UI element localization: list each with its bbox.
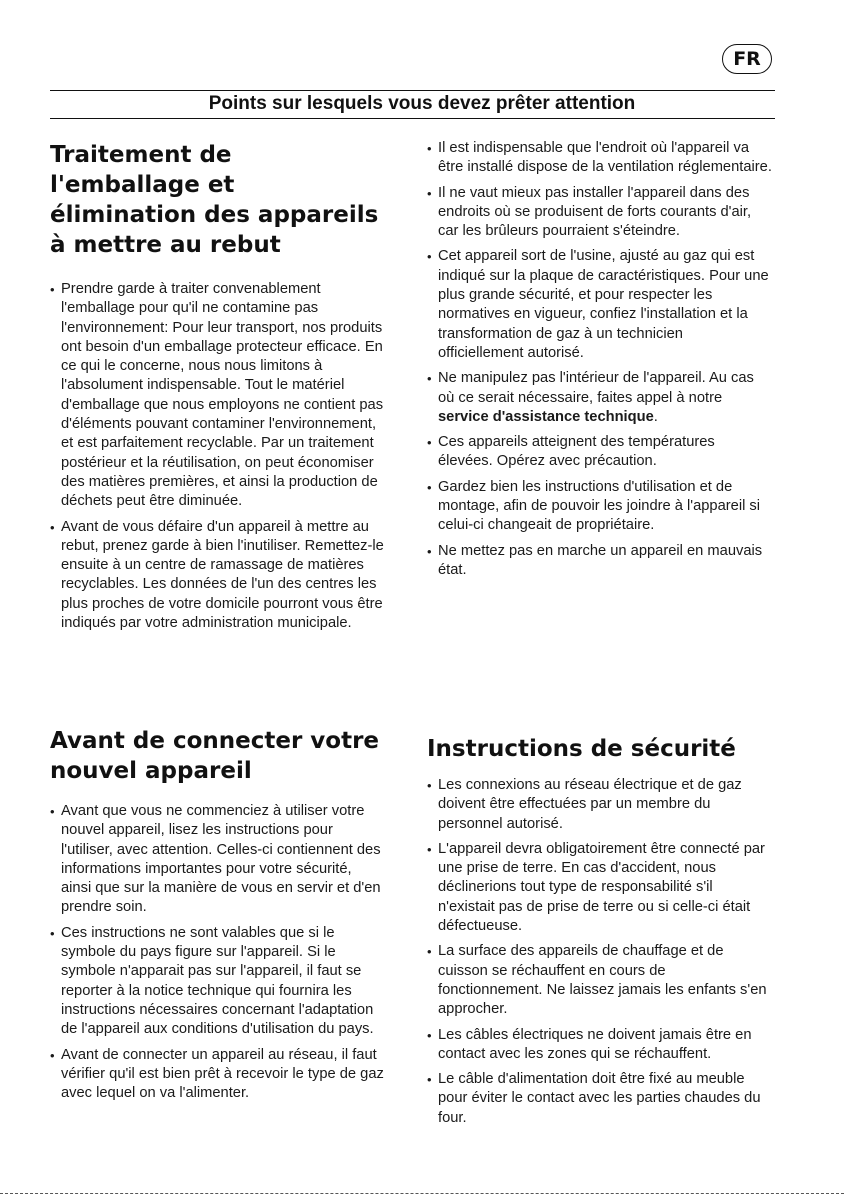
- list-item-text-end: .: [653, 408, 658, 425]
- list-item: • Il ne vaut mieux pas installer l'appareil dans des endroits où se produisent de forts courants d'air, car les brûleurs pourraient s'éteindre.: [427, 184, 772, 242]
- list-item: • Ne mettez pas en marche un appareil en mauvais état.: [427, 542, 772, 581]
- list-item: • Prendre garde à traiter convenablement l'emballage pour qu'il ne contamine pas l'environnement: Pour leur transport, nos produits ont besoin d'un emballage protecteur efficace. En ce qui le concerne, nous nous limitons à l'absolument indispensable. Tout le matériel d'emballage que nous employons ne contient pas d'éléments pouvant contaminer l'environnement, et est parfaitement recyclable. Par un traitement postérieur et la réutilisation, on peut économiser des matières premières, et ainsi la production de déchets peut être diminuée.: [50, 280, 385, 512]
- section-title-avant: Avant de connecter votre nouvel appareil: [50, 728, 380, 784]
- section-attention: [427, 139, 772, 586]
- section-traitement: [50, 140, 385, 639]
- list-securite: [427, 776, 772, 1128]
- list-item: • La surface des appareils de chauffage et de cuisson se réchauffent en cours de fonctionnement. Ne laissez jamais les enfants s'en approcher.: [427, 942, 772, 1019]
- list-item: • Avant de vous défaire d'un appareil à mettre au rebut, prenez garde à bien l'inutiliser. Remettez-le ensuite à un centre de ramassage de matières recyclables. Les données de l'un des centres les plus proches de votre domicile pourront vous être indiqués par votre administration municipale.: [50, 518, 385, 634]
- list-item: • Avant que vous ne commenciez à utiliser votre nouvel appareil, lisez les instructions pour l'utiliser, avec attention. Celles-ci contiennent des informations importantes pour votre sécurité, ainsi que sur la manière de vous en servir et d'en prendre soin.: [50, 802, 385, 918]
- list-attention: [427, 139, 772, 580]
- section-title-traitement: Traitement de l'emballage et élimination des appareils à mettre au rebut: [50, 142, 379, 258]
- list-item: • Avant de connecter un appareil au réseau, il faut vérifier qu'il est bien prêt à recevoir le type de gaz avec lequel on va l'alimenter.: [50, 1046, 385, 1104]
- section-avant: [50, 726, 385, 1109]
- list-item: • Ces appareils atteignent des températures élevées. Opérez avec précaution.: [427, 433, 772, 472]
- section-title-securite: Instructions de sécurité: [427, 736, 736, 762]
- list-item-text: Ne manipulez pas l'intérieur de l'appareil. Au cas où ce serait nécessaire, faites appel à notre: [438, 370, 754, 406]
- list-item: [427, 369, 772, 427]
- list-item: • Les connexions au réseau électrique et de gaz doivent être effectuées par un membre du personnel autorisé.: [427, 776, 772, 834]
- list-traitement: [50, 280, 385, 633]
- list-item: • Il est indispensable que l'endroit où l'appareil va être installé dispose de la ventilation réglementaire.: [427, 139, 772, 178]
- list-item: • Ces instructions ne sont valables que si le symbole du pays figure sur l'appareil. Si le symbole n'apparait pas sur l'appareil, il faut se reporter à la notice technique qui fournira les instructions nécessaires concernant l'adaptation de l'appareil aux conditions d'utilisation du pays.: [50, 924, 385, 1040]
- list-item: • Cet appareil sort de l'usine, ajusté au gaz qui est indiqué sur la plaque de caractéristiques. Pour une plus grande sécurité, et pour respecter les normatives en vigueur, confiez l'installation et la transformation de gaz à un technicien officiellement autorisé.: [427, 247, 772, 363]
- language-badge: FR: [722, 44, 772, 74]
- service-assistance-label: service d'assistance technique: [438, 408, 654, 425]
- list-item: • Les câbles électriques ne doivent jamais être en contact avec les zones qui se réchauffent.: [427, 1026, 772, 1065]
- section-securite: [427, 734, 772, 1134]
- header-rule-bottom: [50, 118, 775, 119]
- list-avant: [50, 802, 385, 1103]
- bottom-dashed-rule: [0, 1193, 844, 1194]
- list-item: • Le câble d'alimentation doit être fixé au meuble pour éviter le contact avec les parties chaudes du four.: [427, 1070, 772, 1128]
- list-item: • Gardez bien les instructions d'utilisation et de montage, afin de pouvoir les joindre à l'appareil si celui-ci changeait de propriétaire.: [427, 478, 772, 536]
- page-header-title: Points sur lesquels vous devez prêter attention: [208, 93, 636, 114]
- list-item: • L'appareil devra obligatoirement être connecté par une prise de terre. En cas d'accident, nous déclinerions tout type de responsabilité s'il n'existait pas de prise de terre ou si celle-ci était défectueuse.: [427, 840, 772, 936]
